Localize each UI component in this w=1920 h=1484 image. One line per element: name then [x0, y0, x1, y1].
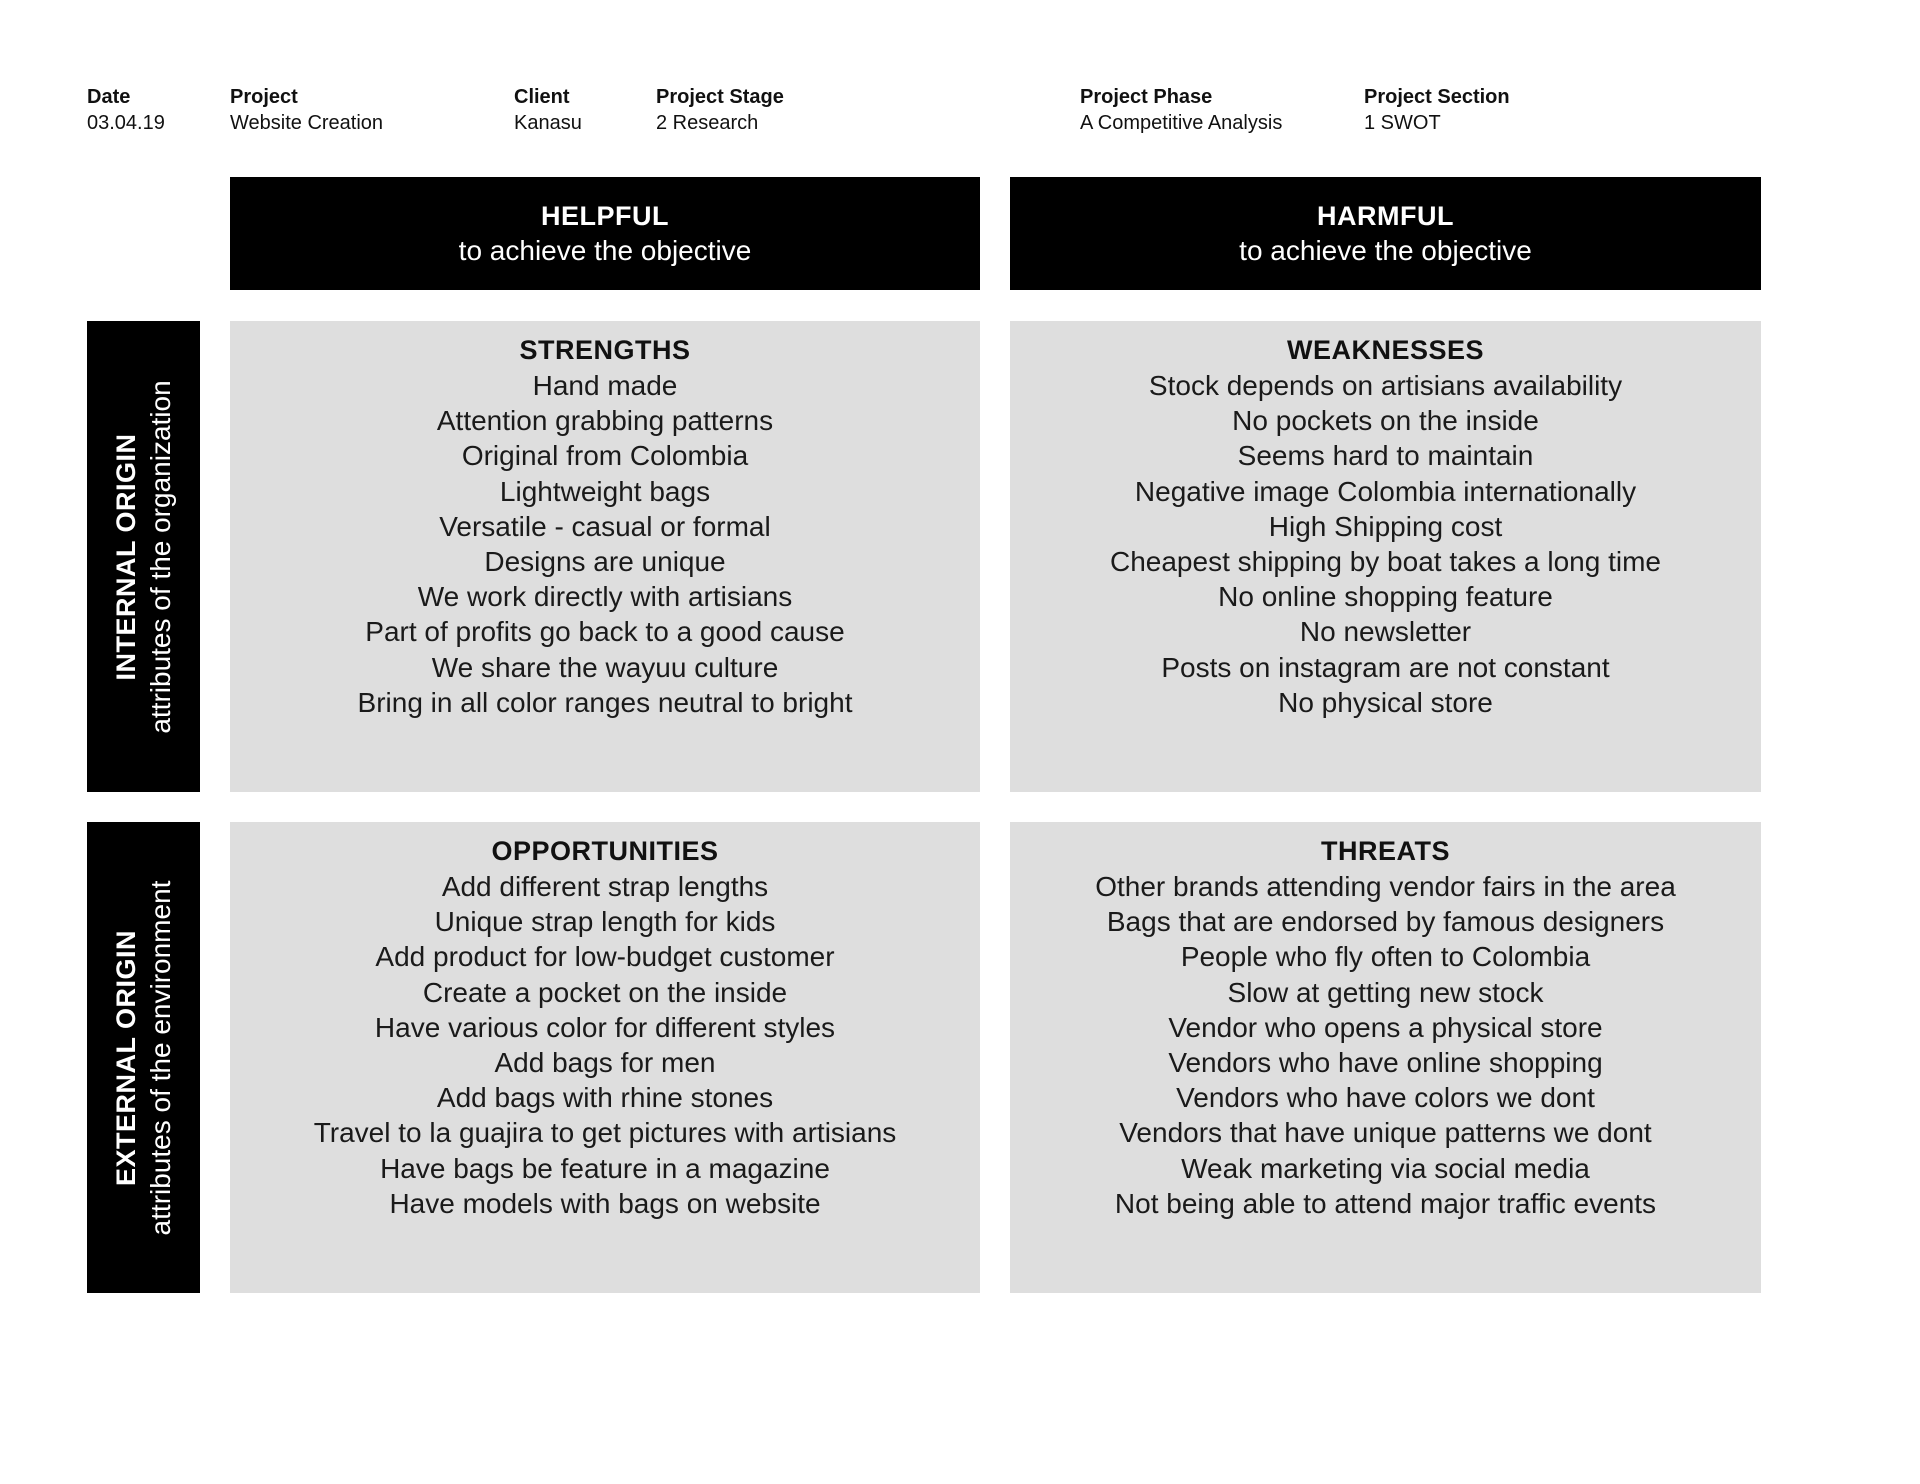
list-item: Stock depends on artisians availability [1148, 370, 1623, 401]
list-item: Add bags for men [494, 1047, 716, 1079]
list-item: Attention grabbing patterns [436, 405, 774, 437]
list-item: Designs are unique [484, 546, 726, 578]
strengths-title: STRENGTHS [519, 335, 691, 365]
list-item: High Shipping cost [1268, 510, 1503, 542]
external-subtitle: attributes of the environment [144, 880, 176, 1235]
list-item: Unique strap length for kids [434, 906, 776, 938]
harmful-subtitle: to achieve the objective [1239, 234, 1532, 266]
client-label: Client [514, 86, 570, 108]
list-item: Versatile - casual or formal [439, 510, 771, 542]
threats-title: THREATS [1321, 836, 1450, 866]
list-item: Bring in all color ranges neutral to bright [357, 686, 853, 718]
list-item: Original from Colombia [461, 440, 749, 472]
meta-date [87, 84, 165, 136]
list-item: Bags that are endorsed by famous designers [1106, 906, 1665, 938]
list-item: Slow at getting new stock [1227, 976, 1544, 1008]
list-item: Add bags with rhine stones [436, 1082, 774, 1114]
row-header-internal [87, 321, 200, 792]
weaknesses-list [1010, 368, 1761, 720]
row-header-external [87, 822, 200, 1293]
list-item: No physical store [1278, 686, 1493, 718]
list-item: We work directly with artisians [417, 581, 793, 613]
meta-section [1364, 84, 1510, 136]
opportunities-title: OPPORTUNITIES [491, 836, 719, 866]
column-header-helpful [230, 177, 980, 290]
phase-value: A Competitive Analysis [1080, 112, 1283, 134]
threats-list [1010, 869, 1761, 1221]
threats-quadrant [1010, 822, 1761, 1293]
opportunities-quadrant [230, 822, 980, 1293]
meta-phase [1080, 84, 1282, 136]
harmful-title: HARMFUL [1317, 200, 1454, 231]
strengths-quadrant [230, 321, 980, 792]
internal-subtitle: attributes of the organization [144, 379, 176, 734]
list-item: Add product for low-budget customer [375, 941, 835, 973]
list-item: Travel to la guajira to get pictures with artisians [313, 1117, 897, 1149]
list-item: Vendors who have online shopping [1168, 1047, 1603, 1079]
list-item: Hand made [532, 370, 678, 401]
project-label: Project [230, 86, 298, 108]
opportunities-list [230, 869, 980, 1221]
section-value: 1 SWOT [1364, 112, 1441, 134]
helpful-subtitle: to achieve the objective [458, 234, 752, 266]
meta-client [514, 84, 582, 136]
weaknesses-title: WEAKNESSES [1286, 335, 1485, 365]
list-item: Not being able to attend major traffic events [1114, 1187, 1657, 1219]
list-item: Other brands attending vendor fairs in the area [1095, 871, 1676, 902]
list-item: Vendor who opens a physical store [1168, 1011, 1603, 1043]
list-item: No pockets on the inside [1232, 405, 1539, 437]
client-value: Kanasu [514, 112, 582, 134]
list-item: Lightweight bags [499, 475, 711, 507]
stage-value: 2 Research [656, 112, 759, 134]
internal-title: INTERNAL ORIGIN [110, 433, 141, 681]
column-header-harmful [1010, 177, 1761, 290]
list-item: Negative image Colombia internationally [1134, 475, 1637, 507]
date-value: 03.04.19 [87, 112, 165, 134]
meta-project [230, 84, 383, 136]
stage-label: Project Stage [656, 86, 784, 108]
phase-label: Project Phase [1080, 86, 1213, 108]
external-title: EXTERNAL ORIGIN [110, 929, 141, 1186]
list-item: Have models with bags on website [389, 1187, 821, 1219]
helpful-title: HELPFUL [541, 200, 669, 231]
section-label: Project Section [1364, 86, 1510, 108]
list-item: Part of profits go back to a good cause [365, 616, 845, 648]
date-label: Date [87, 86, 131, 108]
project-value: Website Creation [230, 112, 384, 134]
list-item: No online shopping feature [1218, 581, 1553, 613]
list-item: Cheapest shipping by boat takes a long time [1109, 546, 1662, 578]
list-item: Weak marketing via social media [1181, 1152, 1590, 1184]
list-item: Add different strap lengths [441, 871, 769, 902]
strengths-list [230, 368, 980, 720]
list-item: No newsletter [1299, 616, 1472, 648]
list-item: Have bags be feature in a magazine [380, 1152, 830, 1184]
list-item: We share the wayuu culture [431, 651, 779, 683]
list-item: Vendors who have colors we dont [1176, 1082, 1595, 1114]
list-item: People who fly often to Colombia [1180, 941, 1591, 973]
list-item: Have various color for different styles [374, 1011, 836, 1043]
list-item: Posts on instagram are not constant [1161, 651, 1610, 683]
weaknesses-quadrant [1010, 321, 1761, 792]
list-item: Vendors that have unique patterns we dont [1119, 1117, 1652, 1149]
meta-stage [656, 84, 784, 136]
list-item: Seems hard to maintain [1237, 440, 1534, 472]
list-item: Create a pocket on the inside [422, 976, 788, 1008]
